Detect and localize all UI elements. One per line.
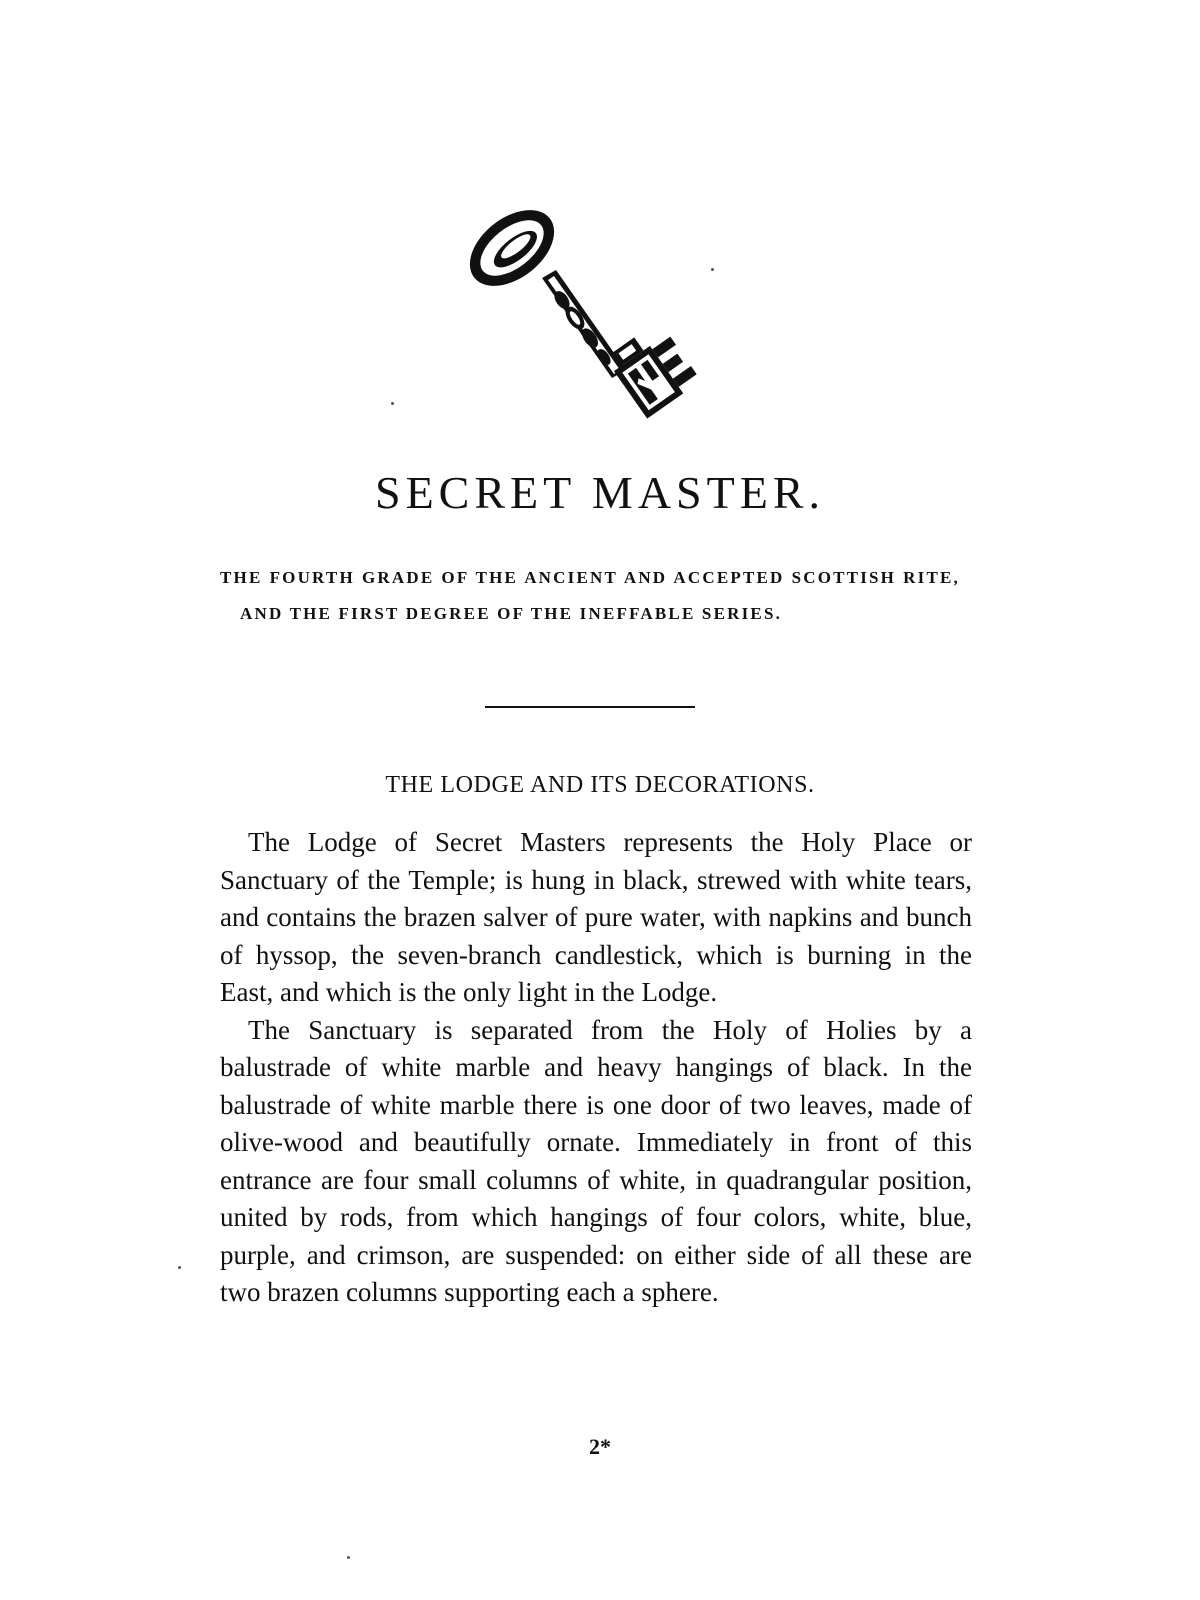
paper-speck xyxy=(347,1556,350,1559)
paragraph-2: The Sanctuary is separated from the Holy of Holies by a balustrade of white marble and heavy hangings of black. In the balustrade of white marble there is one door of two leaves, made of olive-wood and beautifully ornate. Immediately in front of this entrance are four small columns of white, in quadrangular position, united by rods, from which hangings of four colors, white, blue, purple, and crimson, are suspended: on either side of all these are two brazen columns supporting each a sphere. xyxy=(220,1014,972,1307)
key-icon xyxy=(450,200,720,430)
section-heading: THE LODGE AND ITS DECORATIONS. xyxy=(385,772,815,798)
paper-speck xyxy=(391,402,394,405)
body-text xyxy=(220,824,972,1312)
subtitle: THE FOURTH GRADE OF THE ANCIENT AND ACCEPTED SCOTTISH RITE, AND THE FIRST DEGREE OF THE INEFFABLE SERIES. xyxy=(220,568,960,623)
paper-speck xyxy=(178,1266,181,1269)
paper-speck xyxy=(711,268,714,271)
divider-rule xyxy=(485,706,695,708)
page-title: SECRET MASTER. xyxy=(375,467,825,518)
paragraph-1: The Lodge of Secret Masters represents the Holy Place or Sanctuary of the Temple; is hung in black, strewed with white tears, and contains the brazen salver of pure water, with napkins and bunch of hyssop, the seven-branch candlestick, which is burning in the East, and which is the only light in the Lodge. xyxy=(220,827,972,1007)
page-folio: 2* xyxy=(589,1434,611,1459)
